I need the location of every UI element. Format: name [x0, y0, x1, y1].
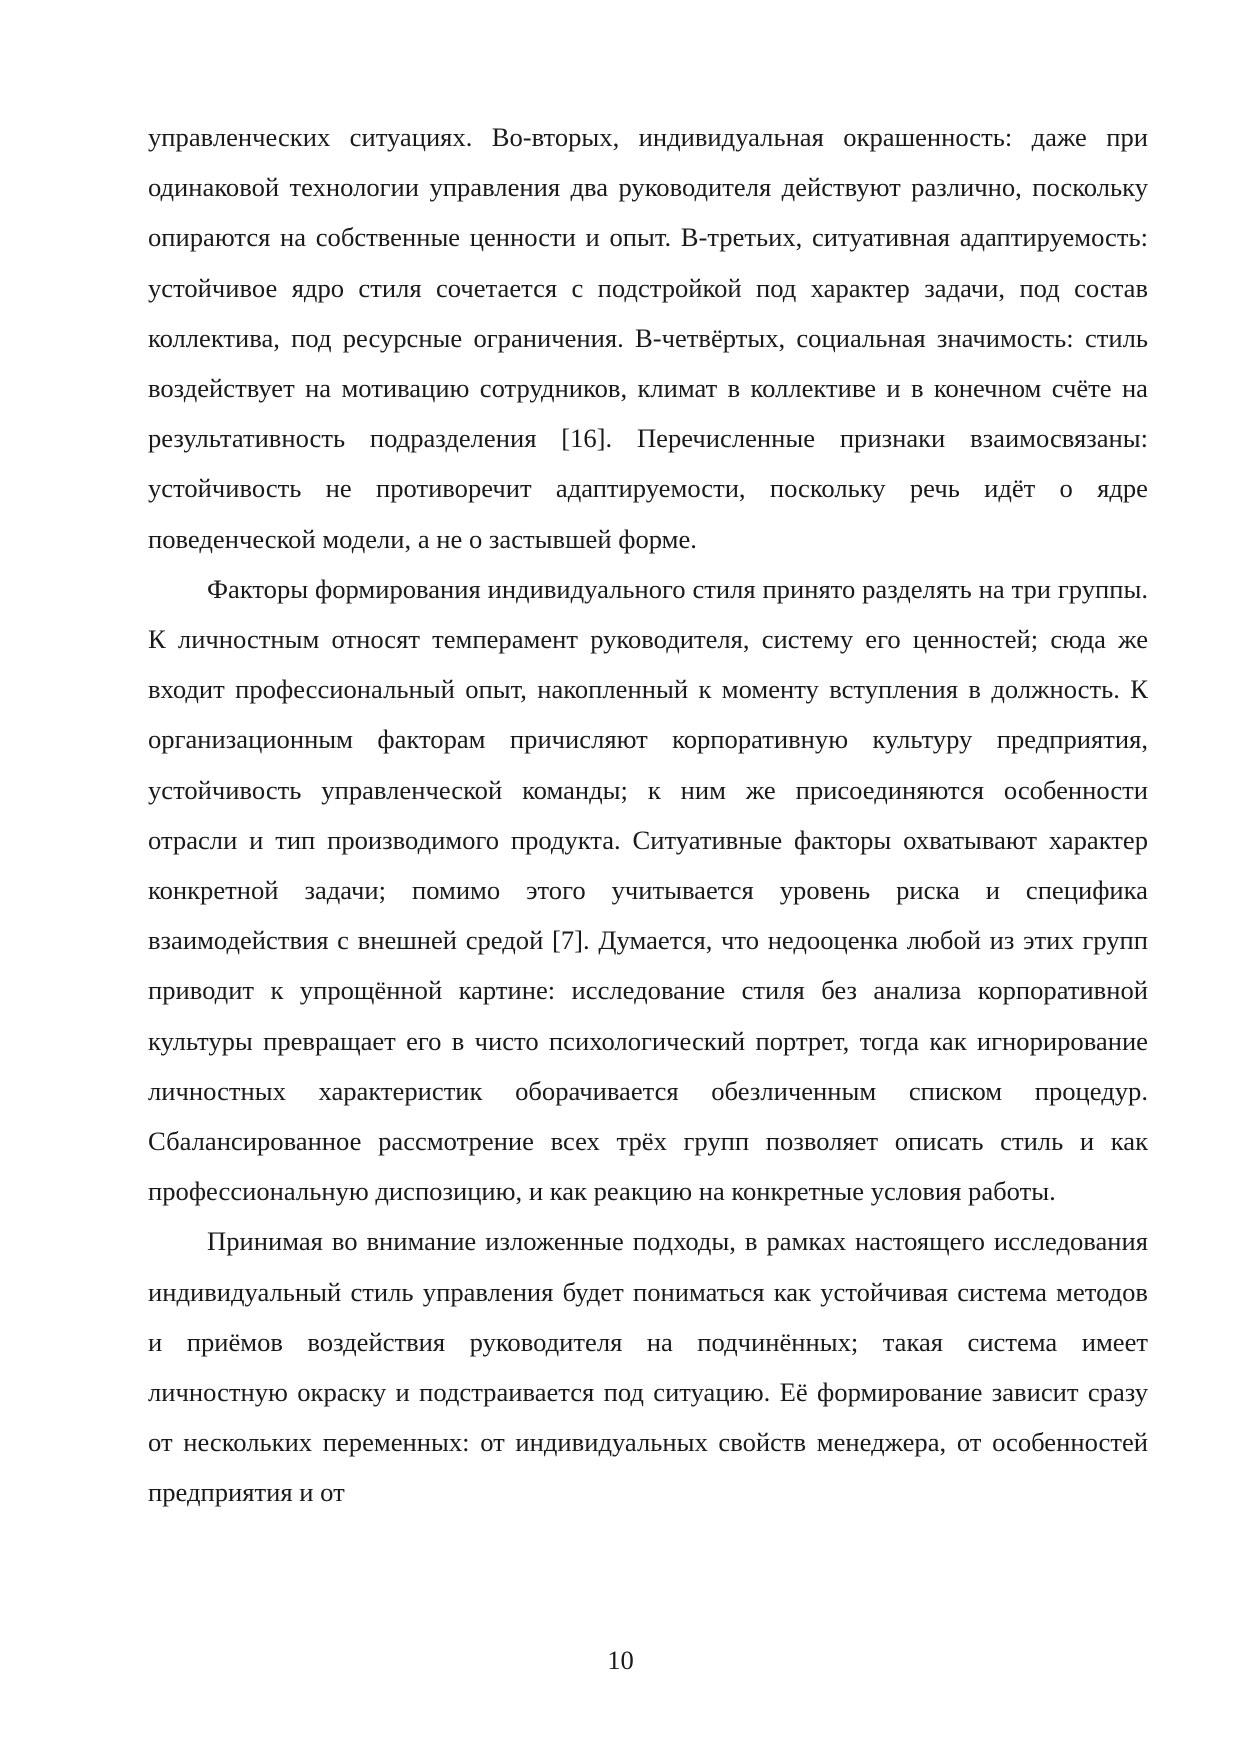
paragraph-factors: Факторы формирования индивидуального стиля принято разделять на три группы. К личностным относят темперамент руководителя, систему его ценностей; сюда же входит профессиональный опыт, накопленный к моменту вступления в должность. К организационным факторам причисляют корпоративную культуру предприятия, устойчивость управленческой команды; к ним же присоединяются особенности отрасли и тип производимого продукта. Ситуативные факторы охватывают характер конкретной задачи; помимо этого учитывается уровень риска и специфика взаимодействия с внешней средой [7]. Думается, что недооценка любой из этих групп приводит к упрощённой картине: исследование стиля без анализа корпоративной культуры превращает его в чисто психологический портрет, тогда как игнорирование личностных характеристик оборачивается обезличенным списком процедур. Сбалансированное рассмотрение всех трёх групп позволяет описать стиль и как профессиональную диспозицию, и как реакцию на конкретные условия работы.	[148, 573, 1148, 1207]
paragraph-continuation: управленческих ситуациях. Во-вторых, индивидуальная окрашенность: даже при одинаковой технологии управления два руководителя действуют различно, поскольку опираются на собственные ценности и опыт. В-третьих, ситуативная адаптируемость: устойчивое ядро стиля сочетается с подстройкой под характер задачи, под состав коллектива, под ресурсные ограничения. В-четвёртых, социальная значимость: стиль воздействует на мотивацию сотрудников, климат в коллективе и в конечном счёте на результативность подразделения [16]. Перечисленные признаки взаимосвязаны: устойчивость не противоречит адаптируемости, поскольку речь идёт о ядре поведенческой модели, а не о застывшей форме.	[148, 122, 1148, 554]
paragraph-definition: Принимая во внимание изложенные подходы, в рамках настоящего исследования индивидуальный стиль управления будет пониматься как устойчивая система методов и приёмов воздействия руководителя на подчинённых; такая система имеет личностную окраску и подстраивается под ситуацию. Её формирование зависит сразу от нескольких переменных: от индивидуальных свойств менеджера, от особенностей предприятия и от	[148, 1226, 1148, 1508]
page-number: 10	[607, 1645, 634, 1675]
body-text	[148, 112, 1148, 1518]
